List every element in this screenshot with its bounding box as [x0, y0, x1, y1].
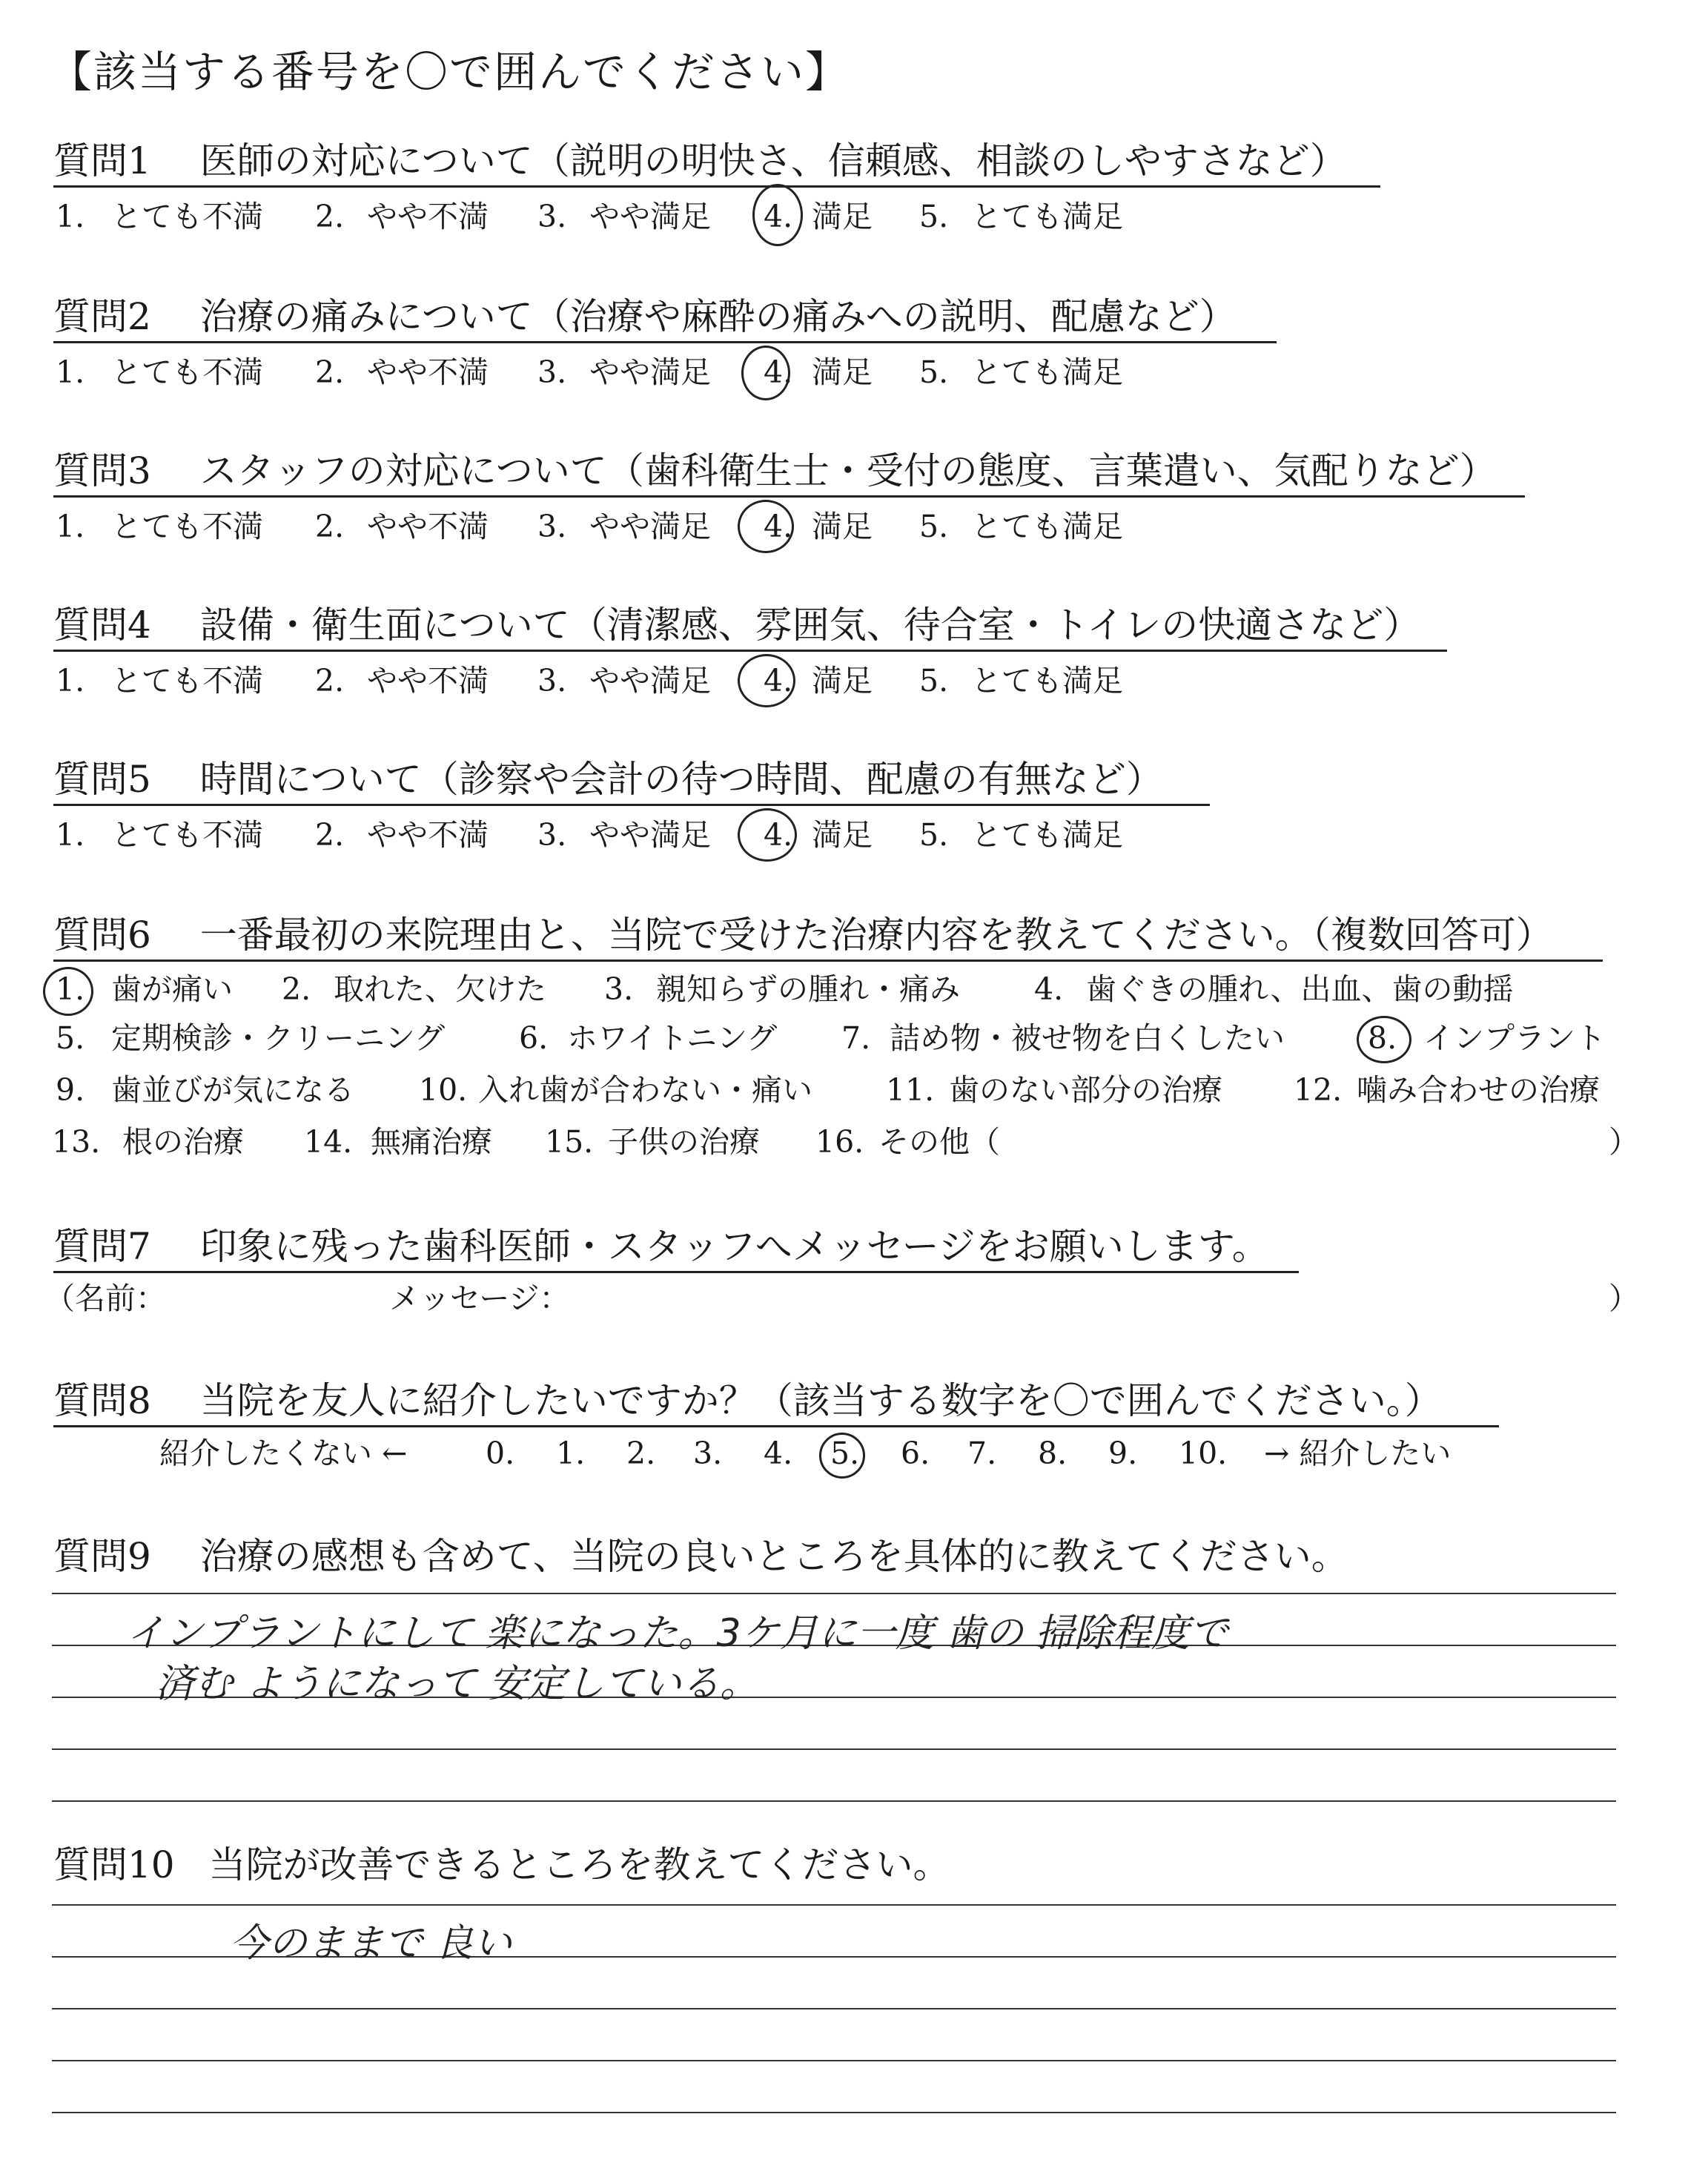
question-text: 当院が改善できるところを教えてください。 [208, 1843, 950, 1886]
option-number: 3. [537, 817, 567, 853]
answer-line [52, 1904, 1616, 1906]
option-number: 2. [315, 817, 345, 853]
option-label: 取れた、欠けた [334, 971, 546, 1007]
option-label: 満足 [812, 663, 873, 698]
question-3 [53, 448, 1497, 494]
option-number: 7. [841, 1020, 871, 1056]
option-label: ホワイトニング [567, 1020, 778, 1056]
question-5 [53, 756, 1163, 802]
option-label: 満足 [812, 817, 873, 853]
option-label: 定期検診・クリーニング [111, 1020, 446, 1056]
scale-left-label: 紹介したくない ← [159, 1436, 408, 1471]
selection-circle [741, 346, 793, 400]
question-2 [53, 294, 1237, 340]
option-number: 5. [919, 354, 949, 390]
option-label: やや不満 [367, 663, 489, 698]
option-label: 満足 [812, 509, 873, 544]
option-number: 5. [919, 817, 949, 853]
option-label: 詰め物・被せ物を白くしたい [890, 1020, 1285, 1056]
answer-line [52, 2008, 1616, 2009]
q1-options [0, 197, 1708, 237]
option-label: とても不満 [111, 663, 263, 698]
option-number: 4. [764, 199, 793, 234]
question-underline [53, 1425, 1499, 1427]
option-label: 子供の治療 [608, 1124, 760, 1160]
name-field-label: （名前： [44, 1281, 166, 1316]
option-number: 2. [315, 663, 345, 698]
question-underline [53, 1271, 1299, 1273]
question-underline [53, 960, 1603, 962]
option-label: とても満足 [971, 354, 1123, 390]
answer-line [52, 1593, 1616, 1594]
option-number: 8. [1368, 1020, 1397, 1056]
page-title: 【該当する番号を〇で囲んでください】 [49, 47, 850, 97]
handwritten-answer: 済む ようになって 安定している。 [156, 1662, 759, 1706]
question-1 [53, 138, 1347, 184]
option-label: とても不満 [111, 509, 263, 544]
selection-circle [752, 184, 803, 246]
question-text: 時間について（診察や会計の待つ時間、配慮の有無など） [199, 758, 1163, 801]
question-label: 質問9 [53, 1535, 151, 1578]
option-label: 無痛治療 [371, 1124, 492, 1160]
option-number: 5. [56, 1020, 85, 1056]
option-label: やや不満 [367, 199, 489, 234]
handwritten-answer: インプラントにして 楽になった。3ケ月に一度 歯の 掃除程度で [126, 1611, 1228, 1656]
scale-value: 7. [967, 1436, 997, 1471]
option-label: やや満足 [589, 817, 711, 853]
option-label: 満足 [812, 354, 873, 390]
option-number: 11. [886, 1072, 935, 1108]
question-label: 質問6 [53, 914, 151, 957]
option-label: 歯並びが気になる [111, 1072, 354, 1108]
option-number: 2. [315, 199, 345, 234]
option-number: 3. [537, 354, 567, 390]
option-label: 根の治療 [122, 1124, 244, 1160]
option-number: 4. [764, 817, 793, 853]
option-label: 親知らずの腫れ・痛み [656, 971, 960, 1007]
option-label: とても満足 [971, 199, 1123, 234]
option-number: 1. [56, 663, 85, 698]
scale-value: 1. [556, 1436, 586, 1471]
option-number: 6. [519, 1020, 549, 1056]
question-text: 一番最初の来院理由と、当院で受けた治療内容を教えてください。（複数回答可） [199, 914, 1553, 957]
message-field-label: メッセージ： [389, 1281, 570, 1316]
scale-value: 5. [830, 1436, 860, 1471]
question-underline [53, 341, 1277, 343]
other-close-paren: ） [1609, 1124, 1639, 1160]
scale-value: 6. [901, 1436, 930, 1471]
option-number: 2. [315, 509, 345, 544]
option-number: 4. [1034, 971, 1064, 1007]
option-label: 歯ぐきの腫れ、出血、歯の動揺 [1086, 971, 1514, 1007]
option-number: 2. [315, 354, 345, 390]
q6-row-3 [0, 1071, 1708, 1111]
answer-line [52, 2112, 1616, 2113]
question-8 [53, 1378, 1442, 1424]
question-label: 質問3 [53, 449, 151, 492]
question-label: 質問5 [53, 758, 151, 801]
answer-line [52, 1748, 1616, 1750]
q5-options [0, 816, 1708, 856]
selection-circle [1357, 1016, 1411, 1063]
question-text: スタッフの対応について（歯科衛生士・受付の態度、言葉遣い、気配りなど） [199, 449, 1497, 492]
option-label: 入れ歯が合わない・痛い [478, 1072, 812, 1108]
scale-value: 8. [1038, 1436, 1068, 1471]
question-6 [53, 912, 1553, 958]
option-number: 1. [56, 817, 85, 853]
question-label: 質問7 [53, 1225, 151, 1268]
option-number: 1. [56, 971, 85, 1007]
option-number: 9. [56, 1072, 85, 1108]
question-text: 印象に残った歯科医師・スタッフへメッセージをお願いします。 [199, 1225, 1269, 1268]
option-label: とても不満 [111, 354, 263, 390]
option-number: 3. [537, 199, 567, 234]
option-number: 4. [764, 509, 793, 544]
q6-row-2 [0, 1019, 1708, 1059]
question-text: 当院を友人に紹介したいですか？（該当する数字を〇で囲んでください。） [199, 1379, 1442, 1422]
scale-value: 4. [764, 1436, 793, 1471]
option-number: 12. [1294, 1072, 1343, 1108]
question-label: 質問1 [53, 139, 151, 182]
q6-row-4 [0, 1123, 1708, 1163]
scale-value: 0. [486, 1436, 515, 1471]
close-paren: ） [1609, 1281, 1639, 1316]
answer-line [52, 2060, 1616, 2061]
option-number: 5. [919, 663, 949, 698]
q3-options [0, 507, 1708, 547]
option-number: 1. [56, 509, 85, 544]
option-number: 5. [919, 199, 949, 234]
option-number: 14. [304, 1124, 353, 1160]
option-label: やや満足 [589, 509, 711, 544]
question-4 [53, 602, 1420, 648]
option-label: やや満足 [589, 199, 711, 234]
question-underline [53, 804, 1210, 806]
scale-value: 9. [1108, 1436, 1138, 1471]
option-label: やや満足 [589, 663, 711, 698]
option-label: やや不満 [367, 817, 489, 853]
option-number: 10. [419, 1072, 468, 1108]
option-number: 15. [545, 1124, 594, 1160]
handwritten-answer: 今のままで 良い [230, 1921, 512, 1966]
selection-circle [43, 967, 93, 1016]
option-label: とても不満 [111, 199, 263, 234]
option-label: やや不満 [367, 354, 489, 390]
option-number: 5. [919, 509, 949, 544]
option-number: 2. [282, 971, 311, 1007]
selection-circle [819, 1433, 865, 1479]
option-label: 歯が痛い [111, 971, 233, 1007]
selection-circle [738, 654, 795, 707]
question-10 [53, 1842, 950, 1888]
option-number: 4. [764, 663, 793, 698]
option-number: 1. [56, 354, 85, 390]
option-label: 歯のない部分の治療 [949, 1072, 1222, 1108]
option-label: 噛み合わせの治療 [1357, 1072, 1600, 1108]
scale-value: 3. [693, 1436, 723, 1471]
q2-options [0, 353, 1708, 393]
option-label: インプラント [1423, 1020, 1606, 1056]
question-label: 質問2 [53, 295, 151, 338]
option-label: とても満足 [971, 663, 1123, 698]
scale-value: 10. [1179, 1436, 1228, 1471]
question-label: 質問4 [53, 604, 151, 647]
question-label: 質問10 [53, 1843, 175, 1886]
option-label: とても不満 [111, 817, 263, 853]
question-9 [53, 1533, 1348, 1579]
scale-right-label: → 紹介したい [1264, 1436, 1452, 1471]
question-text: 治療の痛みについて（治療や麻酔の痛みへの説明、配慮など） [199, 295, 1237, 338]
question-text: 治療の感想も含めて、当院の良いところを具体的に教えてください。 [199, 1535, 1348, 1578]
answer-line [52, 1800, 1616, 1802]
q6-row-1 [0, 970, 1708, 1010]
question-underline [53, 650, 1447, 652]
question-7 [53, 1223, 1269, 1269]
question-text: 医師の対応について（説明の明快さ、信頼感、相談のしやすさなど） [199, 139, 1347, 182]
q7-fields [0, 1279, 1708, 1319]
option-label: とても満足 [971, 509, 1123, 544]
option-number: 4. [764, 354, 793, 390]
selection-circle [738, 808, 797, 862]
option-number: 13. [52, 1124, 101, 1160]
option-label: 満足 [812, 199, 873, 234]
option-number: 3. [604, 971, 634, 1007]
option-number: 3. [537, 509, 567, 544]
question-text: 設備・衛生面について（清潔感、雰囲気、待合室・トイレの快適さなど） [199, 604, 1421, 647]
option-label: その他（ [878, 1124, 1000, 1160]
option-number: 16. [815, 1124, 864, 1160]
option-number: 3. [537, 663, 567, 698]
question-label: 質問8 [53, 1379, 151, 1422]
option-label: やや不満 [367, 509, 489, 544]
question-underline [53, 495, 1525, 498]
option-label: やや満足 [589, 354, 711, 390]
selection-circle [738, 500, 794, 553]
q4-options [0, 661, 1708, 701]
scale-value: 2. [626, 1436, 656, 1471]
option-label: とても満足 [971, 817, 1123, 853]
question-underline [53, 185, 1380, 188]
option-number: 1. [56, 199, 85, 234]
